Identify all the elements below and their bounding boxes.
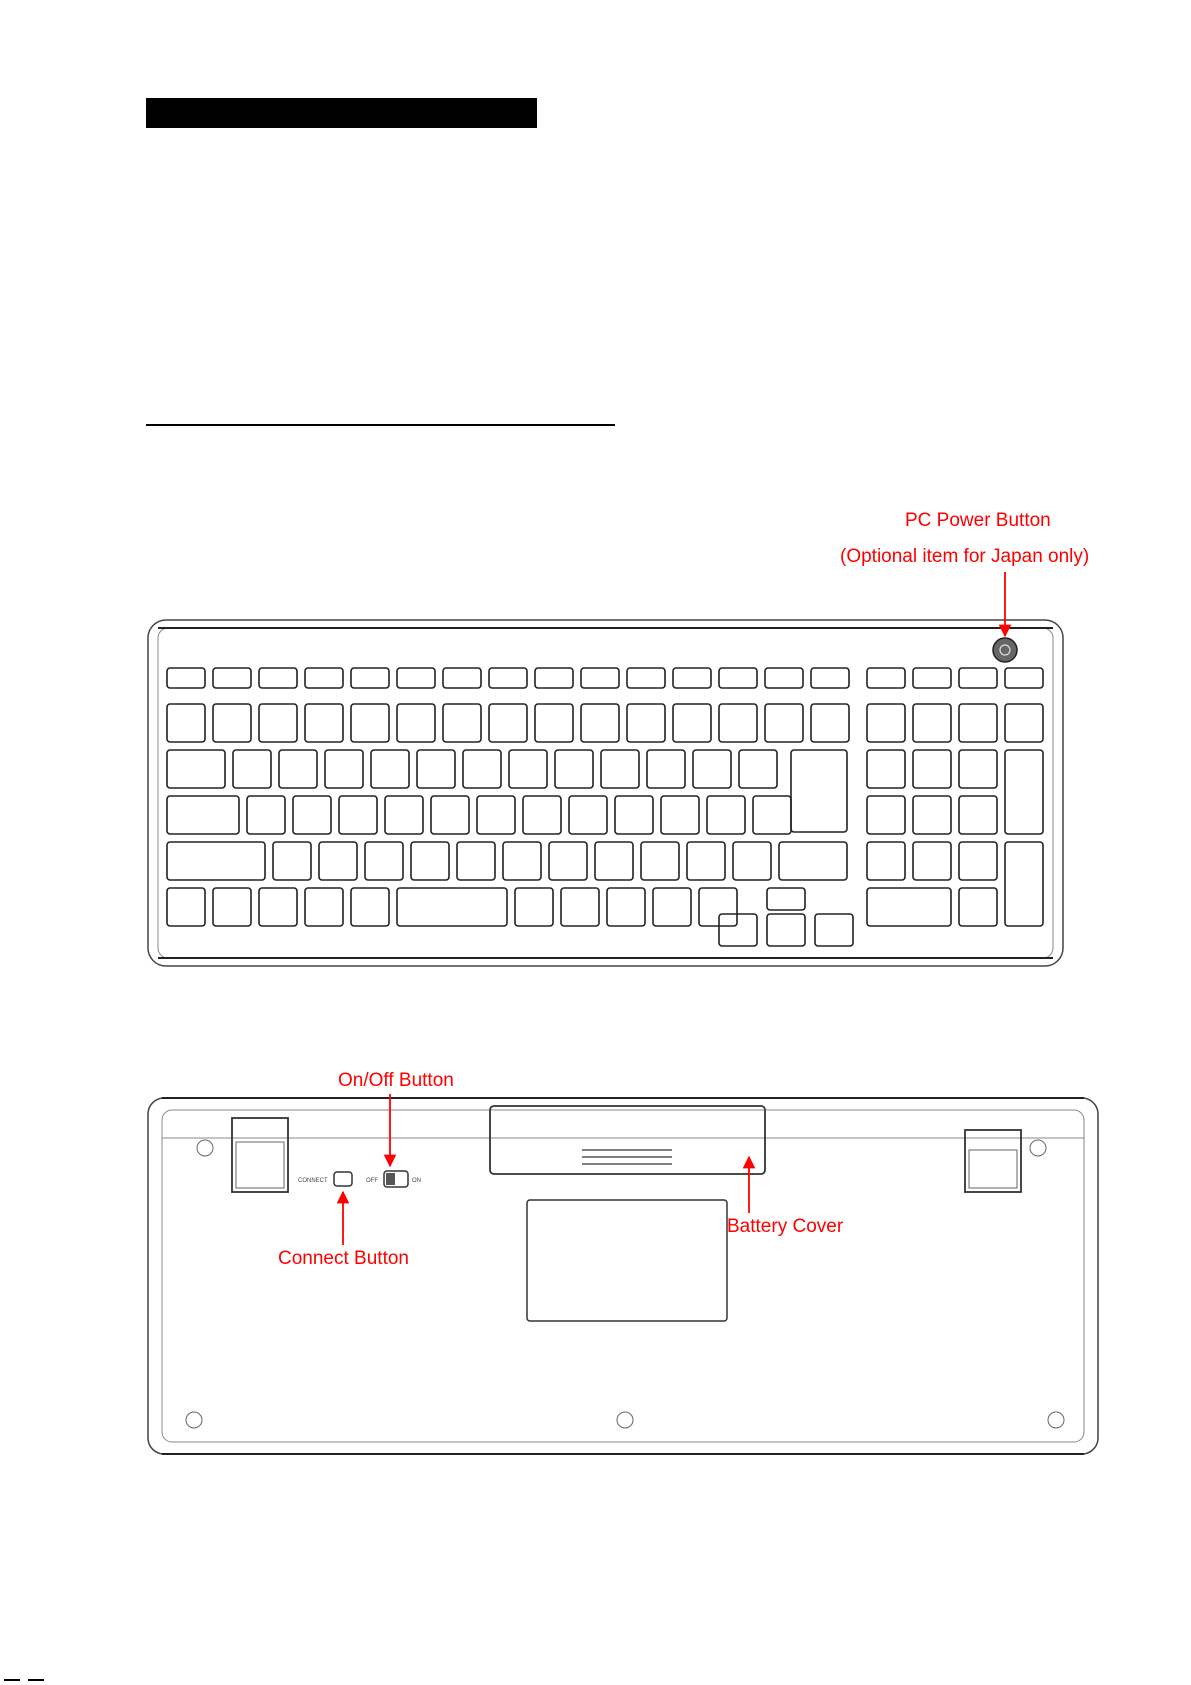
keycap <box>791 750 847 832</box>
keycap <box>351 704 389 742</box>
rubber-pad <box>617 1412 633 1428</box>
keycap <box>463 750 501 788</box>
keycap <box>305 704 343 742</box>
keycap <box>693 750 731 788</box>
keycap <box>653 888 691 926</box>
keycap <box>1005 704 1043 742</box>
rubber-pad <box>1048 1412 1064 1428</box>
keycap <box>913 704 951 742</box>
keycap <box>213 668 251 688</box>
keycap <box>601 750 639 788</box>
keyboard-top-inner-outline <box>158 628 1053 958</box>
keycap <box>719 914 757 946</box>
keycap <box>259 668 297 688</box>
keycap <box>509 750 547 788</box>
keycap <box>259 704 297 742</box>
keycap <box>457 842 495 880</box>
keyboard-bottom-view <box>148 1098 1098 1454</box>
keycap <box>765 668 803 688</box>
connect-switch-text: CONNECT <box>298 1178 328 1184</box>
keycap <box>523 796 561 834</box>
rubber-pad <box>1030 1140 1046 1156</box>
keycap <box>411 842 449 880</box>
connect-button <box>334 1172 352 1186</box>
on-off-switch-knob <box>386 1173 395 1185</box>
keycap <box>213 704 251 742</box>
tilt-foot-right <box>965 1130 1021 1192</box>
keycap <box>1005 842 1043 926</box>
on-off-button-label: On/Off Button <box>338 1070 454 1091</box>
keycap <box>371 750 409 788</box>
keycap <box>167 888 205 926</box>
keycap <box>867 704 905 742</box>
keycap <box>397 888 507 926</box>
keycap <box>365 842 403 880</box>
keycap <box>765 704 803 742</box>
keycap <box>913 842 951 880</box>
keycap <box>959 668 997 688</box>
keycap <box>431 796 469 834</box>
keycap <box>397 668 435 688</box>
keycap <box>707 796 745 834</box>
keycap <box>273 842 311 880</box>
keycap <box>503 842 541 880</box>
keycap <box>767 914 805 946</box>
keycap <box>673 704 711 742</box>
keycap <box>417 750 455 788</box>
keycap <box>213 888 251 926</box>
keycap <box>515 888 553 926</box>
keycap <box>753 796 791 834</box>
off-switch-text: OFF <box>366 1178 378 1184</box>
top-keys-group <box>167 668 1043 946</box>
keycap <box>595 842 633 880</box>
keycap <box>641 842 679 880</box>
keycap <box>1005 750 1043 834</box>
keycap <box>555 750 593 788</box>
keycap <box>569 796 607 834</box>
keycap <box>719 704 757 742</box>
keycap <box>867 796 905 834</box>
keycap <box>615 796 653 834</box>
keycap <box>305 888 343 926</box>
keycap <box>561 888 599 926</box>
keycap <box>811 668 849 688</box>
keycap <box>489 668 527 688</box>
keycap <box>259 888 297 926</box>
on-switch-text: ON <box>412 1178 421 1184</box>
keyboard-top-outline <box>148 620 1063 966</box>
keycap <box>913 668 951 688</box>
keycap <box>535 668 573 688</box>
keycap <box>959 842 997 880</box>
keycap <box>167 842 265 880</box>
keycap <box>719 668 757 688</box>
keycap <box>443 668 481 688</box>
keycap <box>397 704 435 742</box>
keycap <box>867 750 905 788</box>
keycap <box>1005 668 1043 688</box>
tilt-foot-left <box>232 1118 288 1192</box>
keycap <box>167 750 225 788</box>
keycap <box>673 668 711 688</box>
keycap <box>385 796 423 834</box>
keycap <box>443 704 481 742</box>
keycap <box>867 888 951 926</box>
connect-button-label: Connect Button <box>278 1248 409 1269</box>
keycap <box>811 704 849 742</box>
keycap <box>627 704 665 742</box>
keycap <box>733 842 771 880</box>
keycap <box>779 842 847 880</box>
keycap <box>739 750 777 788</box>
keycap <box>351 888 389 926</box>
keycap <box>767 888 805 910</box>
pc-power-button-note: (Optional item for Japan only) <box>840 546 1090 567</box>
keycap <box>167 668 205 688</box>
keycap <box>167 796 239 834</box>
keycap <box>489 704 527 742</box>
keycap <box>247 796 285 834</box>
keycap <box>959 750 997 788</box>
label-plate <box>527 1200 727 1321</box>
pc-power-button-label: PC Power Button <box>905 510 1051 531</box>
rubber-pad <box>197 1140 213 1156</box>
keycap <box>167 704 205 742</box>
page-corner-mark <box>0 1676 60 1685</box>
keycap <box>959 704 997 742</box>
keycap <box>325 750 363 788</box>
rubber-pad <box>186 1412 202 1428</box>
keycap <box>913 750 951 788</box>
keycap <box>627 668 665 688</box>
keyboard-top-view <box>148 620 1063 966</box>
keycap <box>959 888 997 926</box>
battery-cover-label: Battery Cover <box>727 1216 844 1237</box>
keycap <box>647 750 685 788</box>
keycap <box>339 796 377 834</box>
keycap <box>581 704 619 742</box>
keycap <box>293 796 331 834</box>
keycap <box>959 796 997 834</box>
keycap <box>867 842 905 880</box>
keycap <box>687 842 725 880</box>
keycap <box>319 842 357 880</box>
keycap <box>351 668 389 688</box>
keyboard-bottom-outline <box>148 1098 1098 1454</box>
keycap <box>913 796 951 834</box>
keycap <box>661 796 699 834</box>
keycap <box>607 888 645 926</box>
keycap <box>477 796 515 834</box>
keycap <box>305 668 343 688</box>
keycap <box>581 668 619 688</box>
keycap <box>699 888 737 926</box>
pc-power-button <box>993 638 1017 662</box>
keycap <box>535 704 573 742</box>
keycap <box>867 668 905 688</box>
keycap <box>279 750 317 788</box>
keycap <box>233 750 271 788</box>
keycap <box>815 914 853 946</box>
keycap <box>549 842 587 880</box>
